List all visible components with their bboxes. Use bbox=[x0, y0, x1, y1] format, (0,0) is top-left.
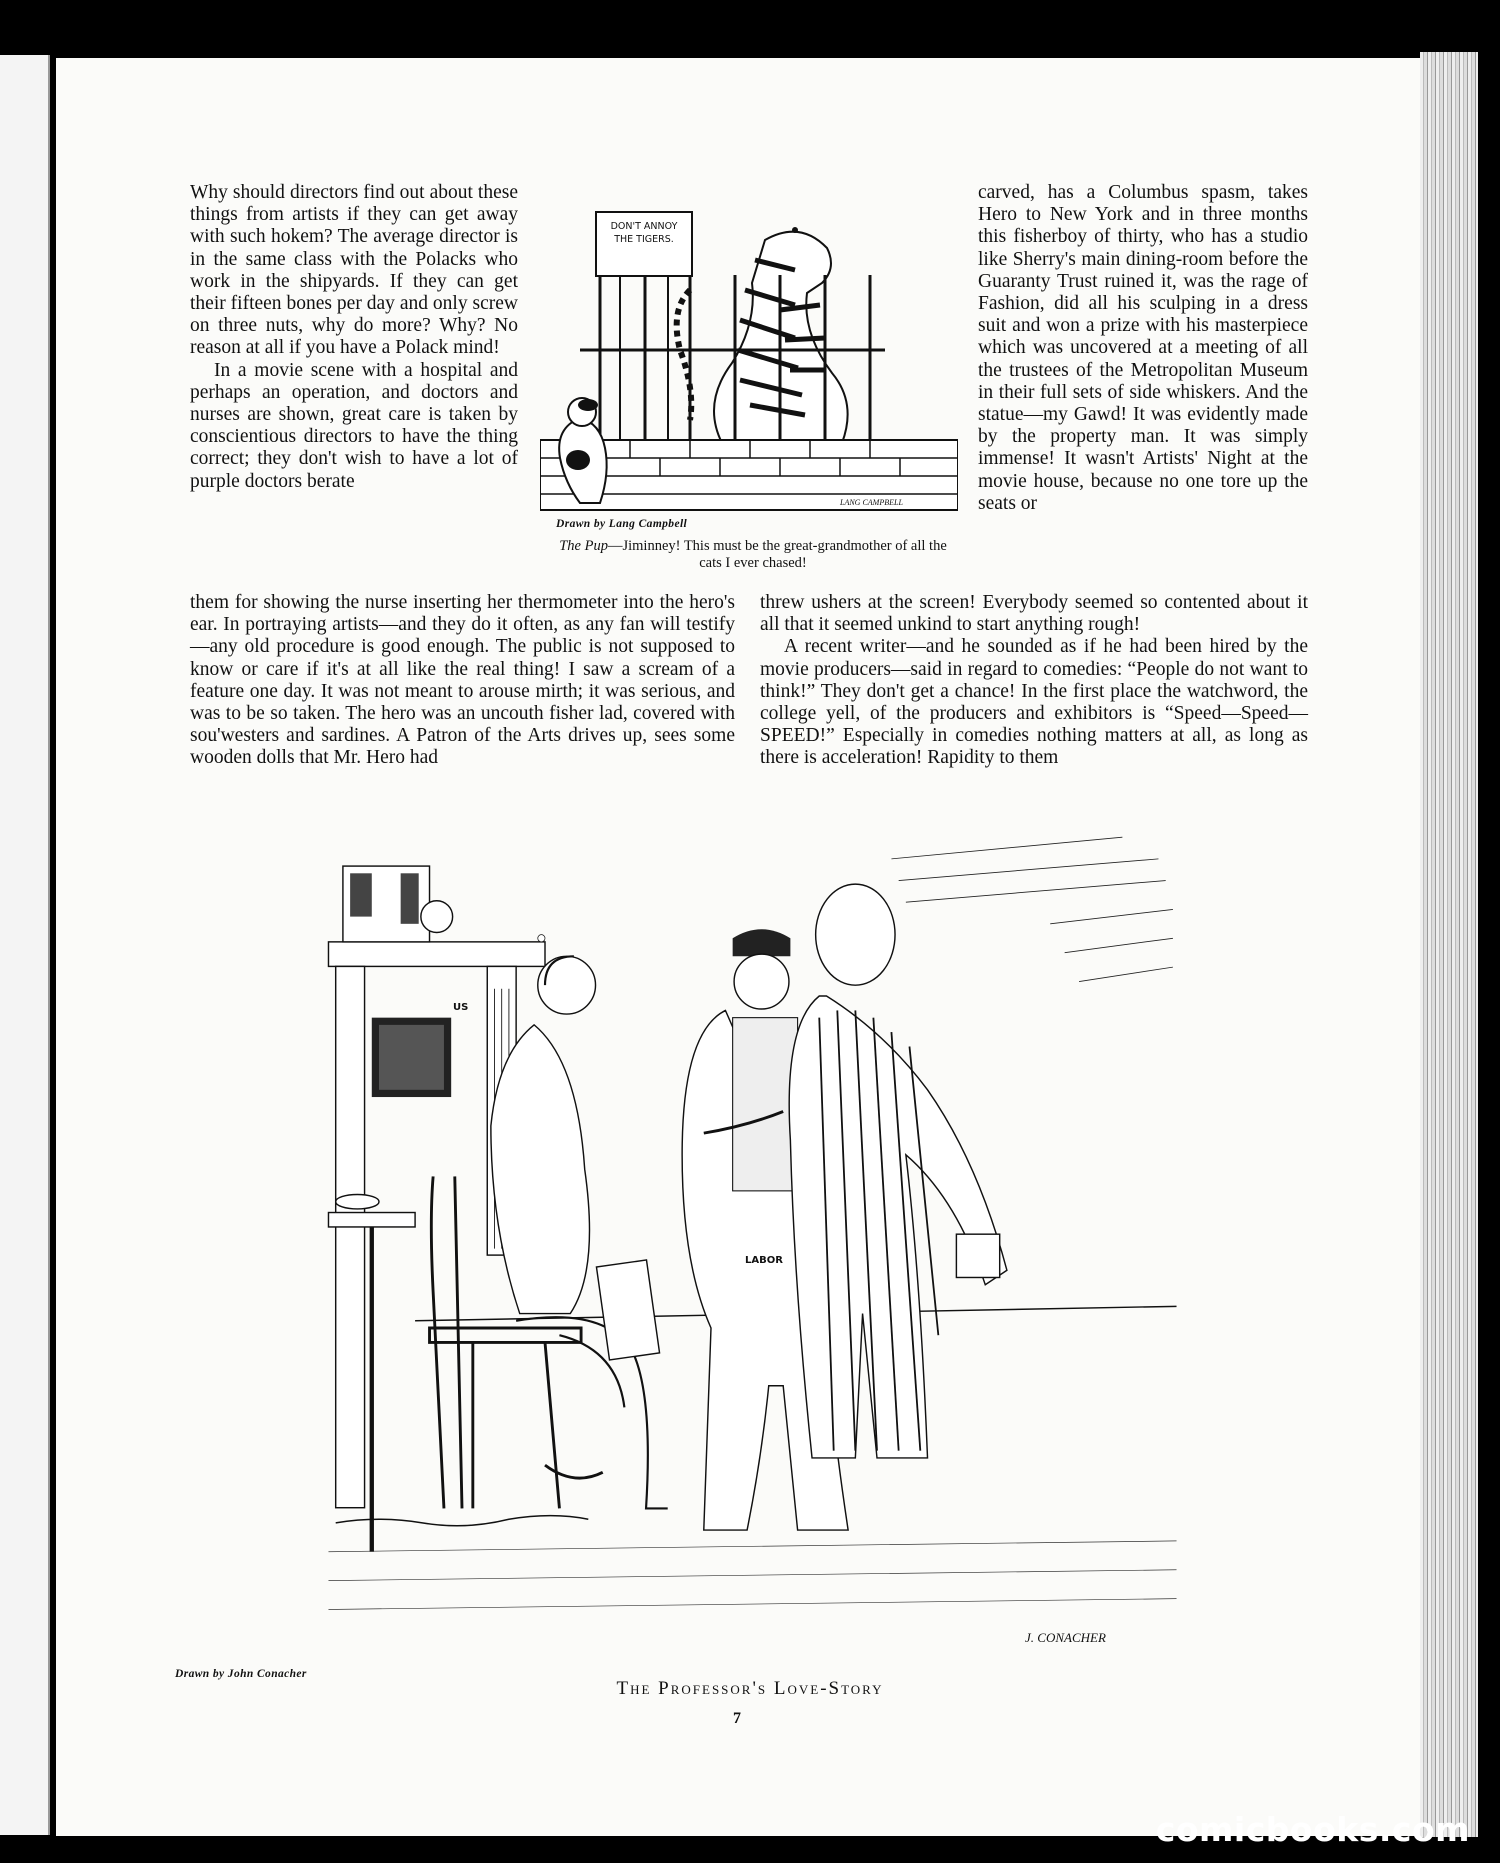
paragraph: A recent writer—and he sounded as if he had been hired by the movie producers—said in regard to comedies: “People do not want to think!” They don't get a chance! In the first place the watchword, the college yell, of the producers and exhibitors is “Speed—Speed—SPEED!” Especially in comedies nothing matters at all, as long as there is acceleration! Rapidity to them bbox=[760, 636, 1308, 769]
professor-cartoon-title: The Professor's Love-Story bbox=[616, 1678, 884, 1699]
overalls-label: LABOR bbox=[745, 1255, 783, 1266]
text-column-right-top bbox=[978, 182, 1308, 515]
page-number: 7 bbox=[733, 1710, 741, 1727]
paragraph: threw ushers at the screen! Everybody seemed so contented about it all that it seemed unkind to start anything rough! bbox=[760, 592, 1308, 636]
tiger-caption-text: —Jiminney! This must be the great-grandmother of all the cats I ever chased! bbox=[607, 538, 947, 571]
text-column-right-bottom bbox=[760, 592, 1308, 770]
text-column-left-top bbox=[190, 182, 518, 493]
tiger-cartoon bbox=[540, 200, 958, 518]
tiger-caption-title: The Pup bbox=[559, 538, 608, 554]
tiger-illustration bbox=[540, 200, 958, 518]
professor-illustration bbox=[165, 830, 1340, 1660]
tiger-sign-text: DON'T ANNOY THE TIGERS. bbox=[610, 221, 678, 245]
paragraph: In a movie scene with a hospital and perhaps an operation, and doctors and nurses are shown, great care is taken by conscientious directors to have the thing correct; they don't wish to have a lot of purple doctors berate bbox=[190, 359, 518, 492]
professor-cartoon bbox=[165, 830, 1340, 1660]
site-watermark: comicbooks.com bbox=[1155, 1810, 1470, 1849]
page-stack-edges bbox=[1420, 52, 1478, 1837]
paragraph: Why should directors find out about these things from artists if they can get away with such hokem? The average director is in the same class with the Polacks who work in the shipyards. If they can get their fifteen bones per day and only screw on three nuts, why do more? Why? No reason at all if you have a Polack mind! bbox=[190, 182, 518, 359]
tiger-signature: LANG CAMPBELL bbox=[840, 498, 903, 507]
tiger-cartoon-caption bbox=[548, 538, 958, 572]
professor-cartoon-signature: J. CONACHER bbox=[1025, 1630, 1106, 1645]
paragraph: them for showing the nurse inserting her thermometer into the hero's ear. In portraying artists—and they do it often, as any fan will testify—any old procedure is good enough. The public is not supposed to know or care if it's at all like the real thing! I saw a scream of a feature one day. It was not meant to arouse mirth; it was serious, and was to be so taken. The hero was an uncouth fisher lad, covered with sou'westers and sardines. A Patron of the Arts drives up, sees some wooden dolls that Mr. Hero had bbox=[190, 592, 735, 769]
professor-head-label: US bbox=[453, 1002, 469, 1013]
tiger-cartoon-credit: Drawn by Lang Campbell bbox=[556, 518, 688, 530]
professor-cartoon-credit: Drawn by John Conacher bbox=[175, 1668, 307, 1680]
text-column-left-bottom bbox=[190, 592, 735, 770]
paragraph: carved, has a Columbus spasm, takes Hero to New York and in three months this fisherboy of thirty, who has a studio like Sherry's main dining-room before the Guaranty Trust ruined it, was the rage of Fashion, did all his sculping in a dress suit and won a prize with his masterpiece which was uncovered at a meeting of all the trustees of the Metropolitan Museum in their full sets of side whiskers. And the statue—my Gawd! It was evidently made by the property man. It was simply immense! It wasn't Artists' Night at the movie house, because no one tore up the seats or bbox=[978, 182, 1308, 514]
facing-page-edge bbox=[0, 55, 50, 1835]
